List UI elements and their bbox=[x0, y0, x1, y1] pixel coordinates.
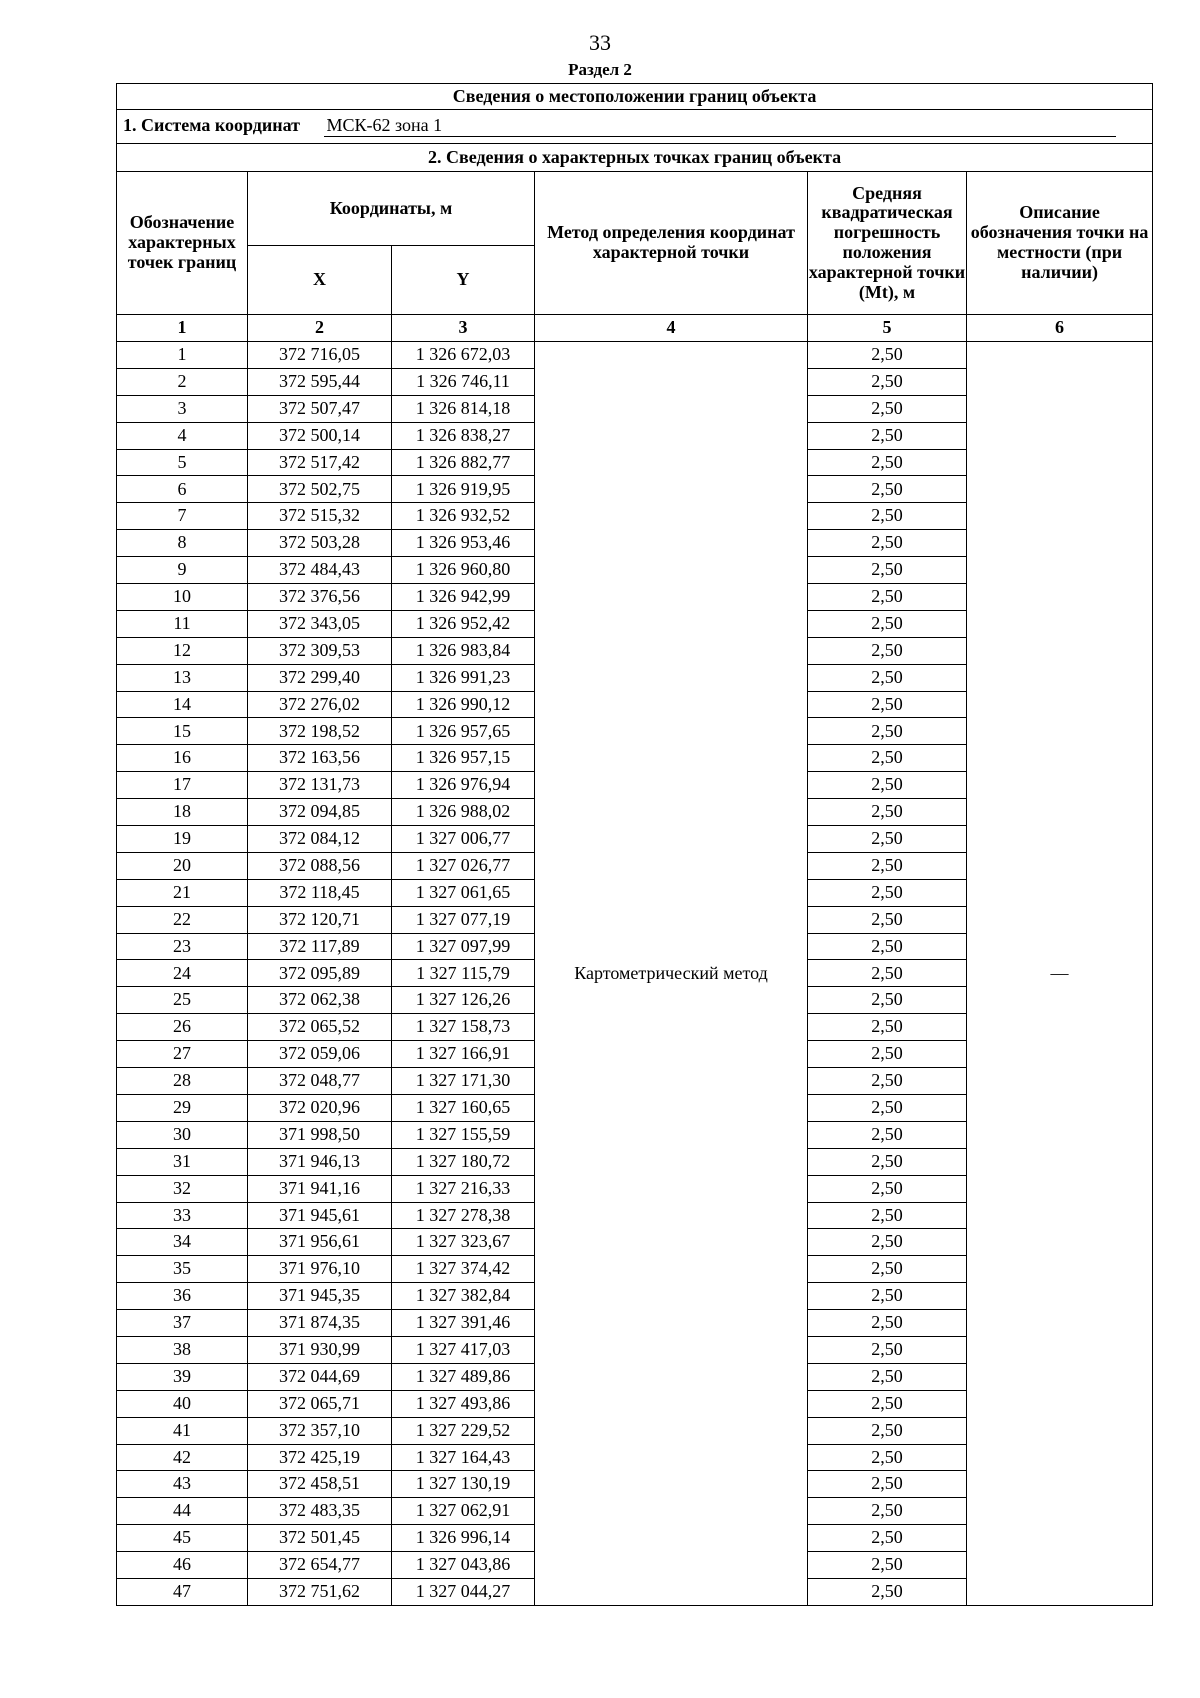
point-number: 20 bbox=[117, 852, 248, 879]
point-number: 27 bbox=[117, 1041, 248, 1068]
point-y: 1 326 814,18 bbox=[392, 395, 535, 422]
point-y: 1 327 164,43 bbox=[392, 1444, 535, 1471]
point-x: 371 998,50 bbox=[248, 1121, 392, 1148]
point-number: 19 bbox=[117, 826, 248, 853]
point-x: 371 930,99 bbox=[248, 1336, 392, 1363]
point-error: 2,50 bbox=[808, 1498, 967, 1525]
point-x: 372 483,35 bbox=[248, 1498, 392, 1525]
point-y: 1 327 323,67 bbox=[392, 1229, 535, 1256]
point-number: 8 bbox=[117, 530, 248, 557]
point-number: 39 bbox=[117, 1363, 248, 1390]
point-y: 1 327 077,19 bbox=[392, 906, 535, 933]
point-x: 371 945,61 bbox=[248, 1202, 392, 1229]
point-error: 2,50 bbox=[808, 637, 967, 664]
header-col-number: 3 bbox=[392, 315, 535, 342]
point-x: 372 503,28 bbox=[248, 530, 392, 557]
point-y: 1 327 043,86 bbox=[392, 1552, 535, 1579]
point-error: 2,50 bbox=[808, 1094, 967, 1121]
point-y: 1 326 988,02 bbox=[392, 799, 535, 826]
point-error: 2,50 bbox=[808, 1310, 967, 1337]
point-number: 45 bbox=[117, 1525, 248, 1552]
point-error: 2,50 bbox=[808, 1121, 967, 1148]
point-number: 1 bbox=[117, 342, 248, 369]
point-y: 1 326 838,27 bbox=[392, 422, 535, 449]
point-error: 2,50 bbox=[808, 342, 967, 369]
point-y: 1 327 044,27 bbox=[392, 1578, 535, 1605]
point-number: 6 bbox=[117, 476, 248, 503]
point-error: 2,50 bbox=[808, 1068, 967, 1095]
point-error: 2,50 bbox=[808, 368, 967, 395]
point-y: 1 327 160,65 bbox=[392, 1094, 535, 1121]
points-rows bbox=[117, 342, 1153, 1606]
page-number: 33 bbox=[589, 30, 611, 55]
point-number: 35 bbox=[117, 1256, 248, 1283]
coordinate-system-value: МСК-62 зона 1 bbox=[324, 116, 1116, 137]
point-x: 371 976,10 bbox=[248, 1256, 392, 1283]
point-error: 2,50 bbox=[808, 476, 967, 503]
point-error: 2,50 bbox=[808, 1578, 967, 1605]
point-y: 1 327 171,30 bbox=[392, 1068, 535, 1095]
header-col-number: 2 bbox=[248, 315, 392, 342]
header-col-number: 1 bbox=[117, 315, 248, 342]
point-y: 1 327 126,26 bbox=[392, 987, 535, 1014]
points-title: 2. Сведения о характерных точках границ объекта bbox=[117, 144, 1153, 172]
point-number: 5 bbox=[117, 449, 248, 476]
point-x: 372 020,96 bbox=[248, 1094, 392, 1121]
point-number: 28 bbox=[117, 1068, 248, 1095]
description-cell: — bbox=[967, 342, 1153, 1606]
point-error: 2,50 bbox=[808, 1444, 967, 1471]
point-x: 372 117,89 bbox=[248, 933, 392, 960]
point-y: 1 326 983,84 bbox=[392, 637, 535, 664]
coordinate-system-label: 1. Система координат bbox=[123, 115, 300, 136]
point-error: 2,50 bbox=[808, 1283, 967, 1310]
point-number: 14 bbox=[117, 691, 248, 718]
header-x: X bbox=[248, 246, 392, 315]
point-x: 372 048,77 bbox=[248, 1068, 392, 1095]
point-x: 372 299,40 bbox=[248, 664, 392, 691]
header-method: Метод определения координат характерной точки bbox=[535, 172, 808, 315]
point-number: 10 bbox=[117, 584, 248, 611]
point-error: 2,50 bbox=[808, 422, 967, 449]
point-x: 371 946,13 bbox=[248, 1148, 392, 1175]
point-x: 371 874,35 bbox=[248, 1310, 392, 1337]
point-x: 372 425,19 bbox=[248, 1444, 392, 1471]
point-y: 1 327 374,42 bbox=[392, 1256, 535, 1283]
point-error: 2,50 bbox=[808, 1041, 967, 1068]
point-number: 18 bbox=[117, 799, 248, 826]
point-error: 2,50 bbox=[808, 691, 967, 718]
point-y: 1 327 115,79 bbox=[392, 960, 535, 987]
point-y: 1 326 991,23 bbox=[392, 664, 535, 691]
point-x: 372 376,56 bbox=[248, 584, 392, 611]
point-number: 36 bbox=[117, 1283, 248, 1310]
point-number: 37 bbox=[117, 1310, 248, 1337]
point-error: 2,50 bbox=[808, 503, 967, 530]
point-x: 372 276,02 bbox=[248, 691, 392, 718]
header-col-number: 6 bbox=[967, 315, 1153, 342]
point-x: 372 120,71 bbox=[248, 906, 392, 933]
point-y: 1 327 489,86 bbox=[392, 1363, 535, 1390]
point-y: 1 327 417,03 bbox=[392, 1336, 535, 1363]
point-y: 1 327 166,91 bbox=[392, 1041, 535, 1068]
point-error: 2,50 bbox=[808, 799, 967, 826]
point-number: 47 bbox=[117, 1578, 248, 1605]
point-error: 2,50 bbox=[808, 852, 967, 879]
method-cell: Картометрический метод bbox=[535, 342, 808, 1606]
point-error: 2,50 bbox=[808, 1202, 967, 1229]
point-x: 372 716,05 bbox=[248, 342, 392, 369]
point-number: 24 bbox=[117, 960, 248, 987]
point-number: 34 bbox=[117, 1229, 248, 1256]
point-y: 1 326 932,52 bbox=[392, 503, 535, 530]
point-y: 1 326 952,42 bbox=[392, 610, 535, 637]
point-y: 1 326 942,99 bbox=[392, 584, 535, 611]
point-y: 1 327 229,52 bbox=[392, 1417, 535, 1444]
point-number: 25 bbox=[117, 987, 248, 1014]
point-error: 2,50 bbox=[808, 1525, 967, 1552]
point-number: 43 bbox=[117, 1471, 248, 1498]
point-number: 12 bbox=[117, 637, 248, 664]
point-x: 371 945,35 bbox=[248, 1283, 392, 1310]
point-number: 16 bbox=[117, 745, 248, 772]
point-y: 1 327 391,46 bbox=[392, 1310, 535, 1337]
point-number: 4 bbox=[117, 422, 248, 449]
point-y: 1 327 097,99 bbox=[392, 933, 535, 960]
header-y: Y bbox=[392, 246, 535, 315]
point-error: 2,50 bbox=[808, 1471, 967, 1498]
point-error: 2,50 bbox=[808, 1336, 967, 1363]
point-error: 2,50 bbox=[808, 664, 967, 691]
point-x: 372 517,42 bbox=[248, 449, 392, 476]
point-number: 44 bbox=[117, 1498, 248, 1525]
point-y: 1 327 493,86 bbox=[392, 1390, 535, 1417]
header-designation: Обозначение характерных точек границ bbox=[117, 172, 248, 315]
point-error: 2,50 bbox=[808, 449, 967, 476]
point-error: 2,50 bbox=[808, 584, 967, 611]
point-x: 372 484,43 bbox=[248, 557, 392, 584]
point-error: 2,50 bbox=[808, 745, 967, 772]
point-x: 372 343,05 bbox=[248, 610, 392, 637]
point-y: 1 327 061,65 bbox=[392, 879, 535, 906]
point-error: 2,50 bbox=[808, 557, 967, 584]
point-x: 372 062,38 bbox=[248, 987, 392, 1014]
point-number: 29 bbox=[117, 1094, 248, 1121]
header-description: Описание обозначения точки на местности (при наличии) bbox=[967, 172, 1153, 315]
coordinate-system-row bbox=[117, 110, 1153, 144]
point-x: 371 956,61 bbox=[248, 1229, 392, 1256]
point-number: 40 bbox=[117, 1390, 248, 1417]
point-error: 2,50 bbox=[808, 1229, 967, 1256]
point-y: 1 327 026,77 bbox=[392, 852, 535, 879]
point-x: 372 088,56 bbox=[248, 852, 392, 879]
point-number: 11 bbox=[117, 610, 248, 637]
point-error: 2,50 bbox=[808, 1014, 967, 1041]
point-x: 372 751,62 bbox=[248, 1578, 392, 1605]
point-error: 2,50 bbox=[808, 1417, 967, 1444]
point-error: 2,50 bbox=[808, 1552, 967, 1579]
point-number: 17 bbox=[117, 772, 248, 799]
point-error: 2,50 bbox=[808, 1363, 967, 1390]
point-number: 3 bbox=[117, 395, 248, 422]
point-x: 372 059,06 bbox=[248, 1041, 392, 1068]
point-number: 41 bbox=[117, 1417, 248, 1444]
point-number: 42 bbox=[117, 1444, 248, 1471]
header-col-number: 5 bbox=[808, 315, 967, 342]
point-x: 372 515,32 bbox=[248, 503, 392, 530]
point-error: 2,50 bbox=[808, 933, 967, 960]
point-x: 372 502,75 bbox=[248, 476, 392, 503]
point-error: 2,50 bbox=[808, 987, 967, 1014]
point-y: 1 326 957,15 bbox=[392, 745, 535, 772]
point-number: 22 bbox=[117, 906, 248, 933]
point-x: 372 065,71 bbox=[248, 1390, 392, 1417]
point-number: 30 bbox=[117, 1121, 248, 1148]
point-y: 1 327 155,59 bbox=[392, 1121, 535, 1148]
point-y: 1 326 960,80 bbox=[392, 557, 535, 584]
point-x: 371 941,16 bbox=[248, 1175, 392, 1202]
point-y: 1 326 919,95 bbox=[392, 476, 535, 503]
point-number: 7 bbox=[117, 503, 248, 530]
point-y: 1 326 746,11 bbox=[392, 368, 535, 395]
point-error: 2,50 bbox=[808, 530, 967, 557]
point-number: 15 bbox=[117, 718, 248, 745]
point-error: 2,50 bbox=[808, 1256, 967, 1283]
point-number: 21 bbox=[117, 879, 248, 906]
point-number: 33 bbox=[117, 1202, 248, 1229]
point-x: 372 094,85 bbox=[248, 799, 392, 826]
point-x: 372 500,14 bbox=[248, 422, 392, 449]
point-x: 372 458,51 bbox=[248, 1471, 392, 1498]
point-number: 9 bbox=[117, 557, 248, 584]
point-x: 372 084,12 bbox=[248, 826, 392, 853]
boundary-points-table bbox=[116, 83, 1153, 1606]
point-y: 1 326 996,14 bbox=[392, 1525, 535, 1552]
header-col-number: 4 bbox=[535, 315, 808, 342]
header-error: Средняя квадратическая погрешность положения характерной точки (Mt), м bbox=[808, 172, 967, 315]
section-label: Раздел 2 bbox=[568, 60, 632, 79]
point-x: 372 118,45 bbox=[248, 879, 392, 906]
point-x: 372 309,53 bbox=[248, 637, 392, 664]
point-error: 2,50 bbox=[808, 879, 967, 906]
point-y: 1 327 006,77 bbox=[392, 826, 535, 853]
header-coordinates: Координаты, м bbox=[248, 172, 535, 246]
point-error: 2,50 bbox=[808, 960, 967, 987]
point-x: 372 163,56 bbox=[248, 745, 392, 772]
point-x: 372 095,89 bbox=[248, 960, 392, 987]
point-number: 31 bbox=[117, 1148, 248, 1175]
point-y: 1 326 882,77 bbox=[392, 449, 535, 476]
table-row bbox=[117, 342, 1153, 369]
point-y: 1 326 976,94 bbox=[392, 772, 535, 799]
point-number: 32 bbox=[117, 1175, 248, 1202]
point-x: 372 501,45 bbox=[248, 1525, 392, 1552]
point-error: 2,50 bbox=[808, 772, 967, 799]
point-y: 1 327 382,84 bbox=[392, 1283, 535, 1310]
point-number: 2 bbox=[117, 368, 248, 395]
point-error: 2,50 bbox=[808, 1175, 967, 1202]
point-number: 26 bbox=[117, 1014, 248, 1041]
doc-title: Сведения о местоположении границ объекта bbox=[117, 84, 1153, 110]
point-number: 23 bbox=[117, 933, 248, 960]
point-number: 13 bbox=[117, 664, 248, 691]
point-x: 372 654,77 bbox=[248, 1552, 392, 1579]
point-error: 2,50 bbox=[808, 906, 967, 933]
point-y: 1 327 216,33 bbox=[392, 1175, 535, 1202]
point-y: 1 326 953,46 bbox=[392, 530, 535, 557]
point-error: 2,50 bbox=[808, 718, 967, 745]
point-y: 1 326 957,65 bbox=[392, 718, 535, 745]
point-number: 46 bbox=[117, 1552, 248, 1579]
point-x: 372 131,73 bbox=[248, 772, 392, 799]
point-error: 2,50 bbox=[808, 1390, 967, 1417]
point-x: 372 595,44 bbox=[248, 368, 392, 395]
point-number: 38 bbox=[117, 1336, 248, 1363]
point-error: 2,50 bbox=[808, 395, 967, 422]
point-error: 2,50 bbox=[808, 610, 967, 637]
point-y: 1 326 990,12 bbox=[392, 691, 535, 718]
point-y: 1 327 158,73 bbox=[392, 1014, 535, 1041]
point-y: 1 327 130,19 bbox=[392, 1471, 535, 1498]
point-y: 1 326 672,03 bbox=[392, 342, 535, 369]
point-error: 2,50 bbox=[808, 1148, 967, 1175]
point-x: 372 198,52 bbox=[248, 718, 392, 745]
point-x: 372 507,47 bbox=[248, 395, 392, 422]
point-x: 372 044,69 bbox=[248, 1363, 392, 1390]
point-y: 1 327 180,72 bbox=[392, 1148, 535, 1175]
point-x: 372 065,52 bbox=[248, 1014, 392, 1041]
point-error: 2,50 bbox=[808, 826, 967, 853]
point-y: 1 327 062,91 bbox=[392, 1498, 535, 1525]
point-y: 1 327 278,38 bbox=[392, 1202, 535, 1229]
point-x: 372 357,10 bbox=[248, 1417, 392, 1444]
